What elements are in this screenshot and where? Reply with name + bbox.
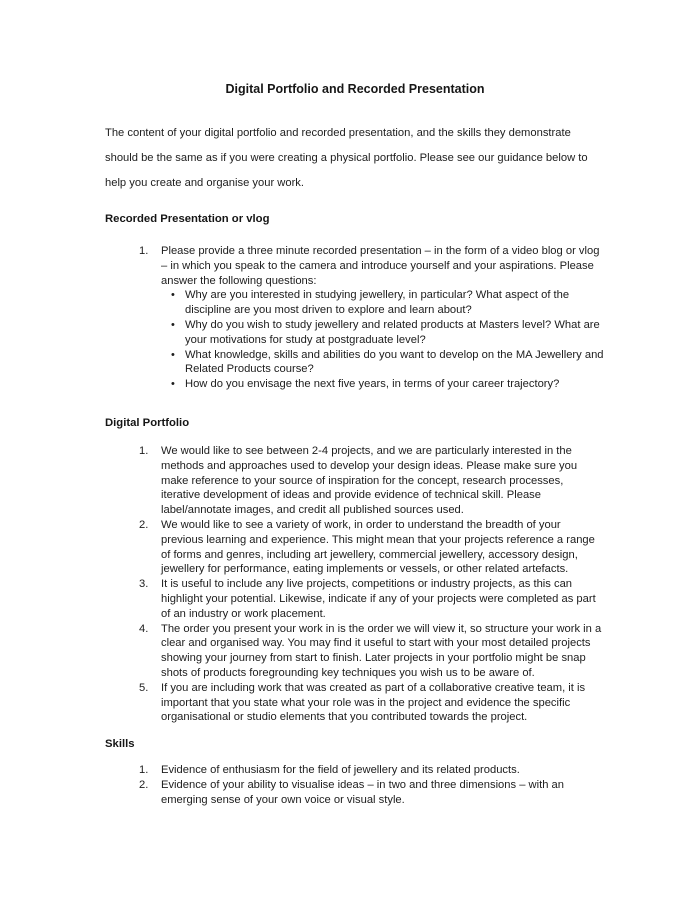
list-item-text: Evidence of enthusiasm for the field of jewellery and its related products. bbox=[161, 764, 520, 777]
questions-bullet-list bbox=[161, 288, 605, 392]
page-title: Digital Portfolio and Recorded Presentation bbox=[225, 82, 485, 96]
item-number: 4. bbox=[139, 622, 149, 635]
list-item-text: We would like to see a variety of work, in order to understand the breadth of your previous learning and experience. This might mean that your projects reference a range of forms and genres, including art jewellery, commercial jewellery, accessory design, jewellery for performance, eating implements or vessels, or other related artefacts. bbox=[161, 518, 595, 576]
list-item bbox=[105, 444, 605, 518]
section-heading-digital-portfolio: Digital Portfolio bbox=[105, 416, 190, 429]
section-heading-skills: Skills bbox=[105, 738, 135, 751]
section-skills bbox=[105, 737, 605, 807]
list-item bbox=[105, 763, 605, 778]
bullet-item: • What knowledge, skills and abilities do you want to develop on the MA Jewellery and Related Products course? bbox=[105, 348, 605, 378]
list-item bbox=[105, 518, 605, 577]
bullet-item: • Why do you wish to study jewellery and related products at Masters level? What are your motivations for study at postgraduate level? bbox=[105, 318, 605, 348]
item-number: 1. bbox=[139, 444, 149, 457]
item-number: 2. bbox=[139, 778, 149, 791]
recorded-presentation-list bbox=[105, 244, 605, 392]
section-recorded-presentation bbox=[105, 212, 605, 392]
skills-list bbox=[105, 763, 605, 807]
bullet-item: • How do you envisage the next five years, in terms of your career trajectory? bbox=[105, 377, 605, 392]
bullet-item: • Why are you interested in studying jewellery, in particular? What aspect of the discipline are you most driven to explore and learn about? bbox=[105, 288, 605, 318]
list-item bbox=[105, 622, 605, 681]
intro-paragraph: The content of your digital portfolio and recorded presentation, and the skills they demonstrate should be the same as if you were creating a physical portfolio. Please see our guidance below to help you create and organise your work. bbox=[105, 127, 588, 189]
list-item-text: If you are including work that was created as part of a collaborative creative team, it is important that you state what your role was in the project and evidence the specific organisational or studio elements that you contributed towards the project. bbox=[161, 681, 586, 724]
item-number: 3. bbox=[139, 578, 149, 591]
list-item-text: Evidence of your ability to visualise ideas – in two and three dimensions – with an emerging sense of your own voice or visual style. bbox=[161, 778, 564, 806]
item-number: 1. bbox=[139, 764, 149, 777]
item-number: 2. bbox=[139, 518, 149, 531]
list-item-text: We would like to see between 2-4 projects, and we are particularly interested in the methods and approaches used to develop your design ideas. Please make sure you make reference to your source of inspiration for the concept, research processes, iterative development of ideas and provide evidence of technical skill. Please label/annotate images, and credit all published sources used. bbox=[161, 444, 578, 517]
list-item bbox=[105, 778, 605, 808]
item-number: 1. bbox=[139, 245, 149, 257]
section-heading-recorded-presentation: Recorded Presentation or vlog bbox=[105, 213, 270, 225]
list-item bbox=[105, 244, 605, 392]
section-digital-portfolio bbox=[105, 416, 605, 725]
list-item bbox=[105, 681, 605, 725]
list-item-text: Please provide a three minute recorded presentation – in the form of a video blog or vlog – in which you speak to the camera and introduce yourself and your aspirations. Please answer the following questions: bbox=[161, 245, 600, 287]
list-item-text: The order you present your work in is the order we will view it, so structure your work in a clear and organised way. You may find it useful to start with your most detailed projects showing your journey from start to finish. Later projects in your portfolio might be snap shots of products foregrounding key techniques you wish us to be aware of. bbox=[161, 622, 602, 679]
item-number: 5. bbox=[139, 681, 149, 694]
digital-portfolio-list bbox=[105, 444, 605, 725]
list-item bbox=[105, 577, 605, 621]
list-item-text: It is useful to include any live projects, competitions or industry projects, as this can highlight your potential. Likewise, indicate if any of your projects were completed as part of an industry or work placement. bbox=[161, 578, 596, 620]
